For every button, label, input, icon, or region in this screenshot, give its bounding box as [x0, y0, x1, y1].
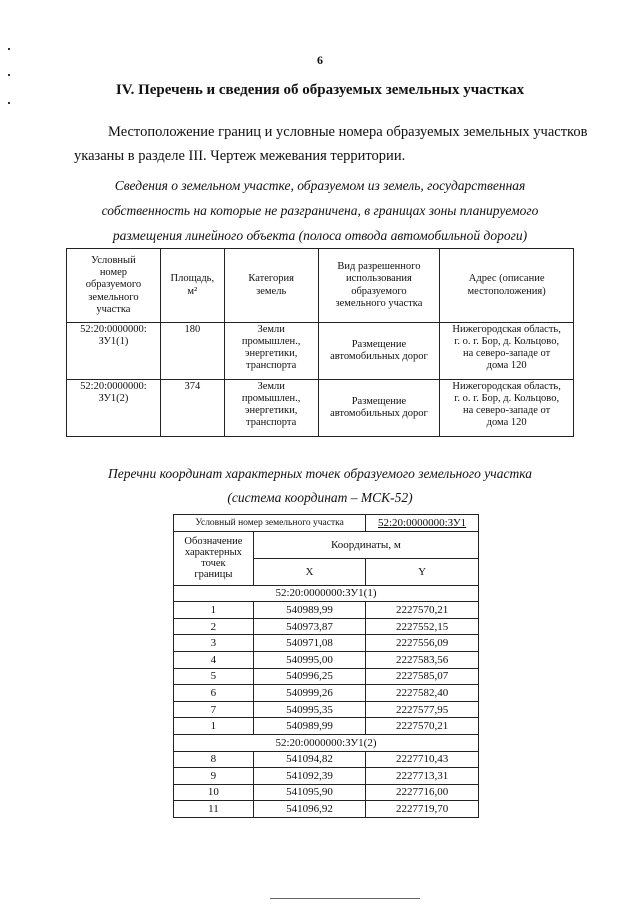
area-cell: 180 — [160, 323, 224, 380]
header-area: Площадь, м² — [160, 249, 224, 323]
table-row — [174, 701, 479, 718]
plot-number-value: 52:20:0000000:ЗУ1 — [366, 515, 479, 532]
x-header: X — [253, 558, 365, 585]
x-cell: 540995,35 — [253, 701, 365, 718]
point-cell: 4 — [174, 651, 254, 668]
point-cell: 2 — [174, 618, 254, 635]
y-cell: 2227710,43 — [366, 751, 479, 768]
point-cell: 9 — [174, 768, 254, 785]
table-row — [67, 323, 574, 380]
category-cell: Земли промышлен., энергетики, транспорта — [224, 380, 318, 437]
margin-mark — [8, 102, 10, 104]
section-heading: IV. Перечень и сведения об образуемых земельных участках — [115, 82, 525, 98]
table-row — [174, 718, 479, 735]
address-cell: Нижегородская область, г. о. г. Бор, д. Кольцово, на северо-западе от дома 120 — [440, 380, 574, 437]
y-cell: 2227552,15 — [366, 618, 479, 635]
points-header: Обозначение характерных точек границы — [174, 531, 254, 585]
margin-mark — [8, 48, 10, 50]
y-cell: 2227582,40 — [366, 685, 479, 702]
header-address: Адрес (описание местоположения) — [440, 249, 574, 323]
point-cell: 11 — [174, 801, 254, 818]
x-cell: 540989,99 — [253, 602, 365, 619]
y-cell: 2227719,70 — [366, 801, 479, 818]
x-cell: 541092,39 — [253, 768, 365, 785]
plot-number-cell: 52:20:0000000: ЗУ1(1) — [67, 323, 161, 380]
plot-number-cell: 52:20:0000000: ЗУ1(2) — [67, 380, 161, 437]
plots-info-table — [66, 248, 574, 437]
y-cell: 2227570,21 — [366, 602, 479, 619]
x-cell: 541096,92 — [253, 801, 365, 818]
table-row — [67, 380, 574, 437]
point-cell: 5 — [174, 668, 254, 685]
table-row — [174, 768, 479, 785]
header-permitted-use: Вид разрешенного использования образуемого земельного участка — [318, 249, 440, 323]
group-name: 52:20:0000000:ЗУ1(2) — [174, 734, 479, 751]
y-cell: 2227577,95 — [366, 701, 479, 718]
category-cell: Земли промышлен., энергетики, транспорта — [224, 323, 318, 380]
y-header: Y — [366, 558, 479, 585]
x-cell: 540989,99 — [253, 718, 365, 735]
address-cell: Нижегородская область, г. о. г. Бор, д. Кольцово, на северо-западе от дома 120 — [440, 323, 574, 380]
y-cell: 2227585,07 — [366, 668, 479, 685]
coords-header: Координаты, м — [253, 531, 478, 558]
table1-caption-line-2: собственность на которые не разграничена, в границах зоны планируемого — [101, 203, 539, 218]
table-row — [174, 668, 479, 685]
y-cell: 2227570,21 — [366, 718, 479, 735]
coordinates-table — [173, 514, 479, 818]
point-cell: 8 — [174, 751, 254, 768]
header-plot-number: Условный номер образуемого земельного участка — [67, 249, 161, 323]
x-cell: 540973,87 — [253, 618, 365, 635]
area-cell: 374 — [160, 380, 224, 437]
intro-line-1: Местоположение границ и условные номера образуемых земельных участков — [108, 124, 588, 140]
point-cell: 6 — [174, 685, 254, 702]
y-cell: 2227556,09 — [366, 635, 479, 652]
table-row — [174, 602, 479, 619]
table-row — [174, 635, 479, 652]
point-cell: 7 — [174, 701, 254, 718]
table2-caption-line-2: (система координат – МСК-52) — [227, 490, 413, 505]
table-row — [174, 618, 479, 635]
page-number: 6 — [317, 53, 323, 67]
x-cell: 540971,08 — [253, 635, 365, 652]
y-cell: 2227716,00 — [366, 784, 479, 801]
table1-caption-line-3: размещения линейного объекта (полоса отвода автомобильной дороги) — [112, 228, 528, 243]
y-cell: 2227713,31 — [366, 768, 479, 785]
point-cell: 1 — [174, 718, 254, 735]
intro-line-2: указаны в разделе III. Чертеж межевания территории. — [74, 148, 406, 164]
point-cell: 10 — [174, 784, 254, 801]
y-cell: 2227583,56 — [366, 651, 479, 668]
x-cell: 540995,00 — [253, 651, 365, 668]
use-cell: Размещение автомобильных дорог — [318, 380, 440, 437]
x-cell: 540999,26 — [253, 685, 365, 702]
table2-caption-line-1: Перечни координат характерных точек образуемого земельного участка — [108, 466, 532, 481]
x-cell: 540996,25 — [253, 668, 365, 685]
footer-rule — [270, 898, 420, 899]
margin-mark — [8, 74, 10, 76]
use-cell: Размещение автомобильных дорог — [318, 323, 440, 380]
table-row — [174, 784, 479, 801]
table-row — [174, 801, 479, 818]
x-cell: 541094,82 — [253, 751, 365, 768]
group-name: 52:20:0000000:ЗУ1(1) — [174, 585, 479, 602]
point-cell: 1 — [174, 602, 254, 619]
header-category: Категория земель — [224, 249, 318, 323]
table-row — [174, 751, 479, 768]
table-row — [174, 651, 479, 668]
x-cell: 541095,90 — [253, 784, 365, 801]
table-row — [174, 685, 479, 702]
point-cell: 3 — [174, 635, 254, 652]
plot-number-label: Условный номер земельного участка — [174, 515, 366, 532]
table1-caption-line-1: Сведения о земельном участке, образуемом из земель, государственная — [114, 178, 526, 193]
